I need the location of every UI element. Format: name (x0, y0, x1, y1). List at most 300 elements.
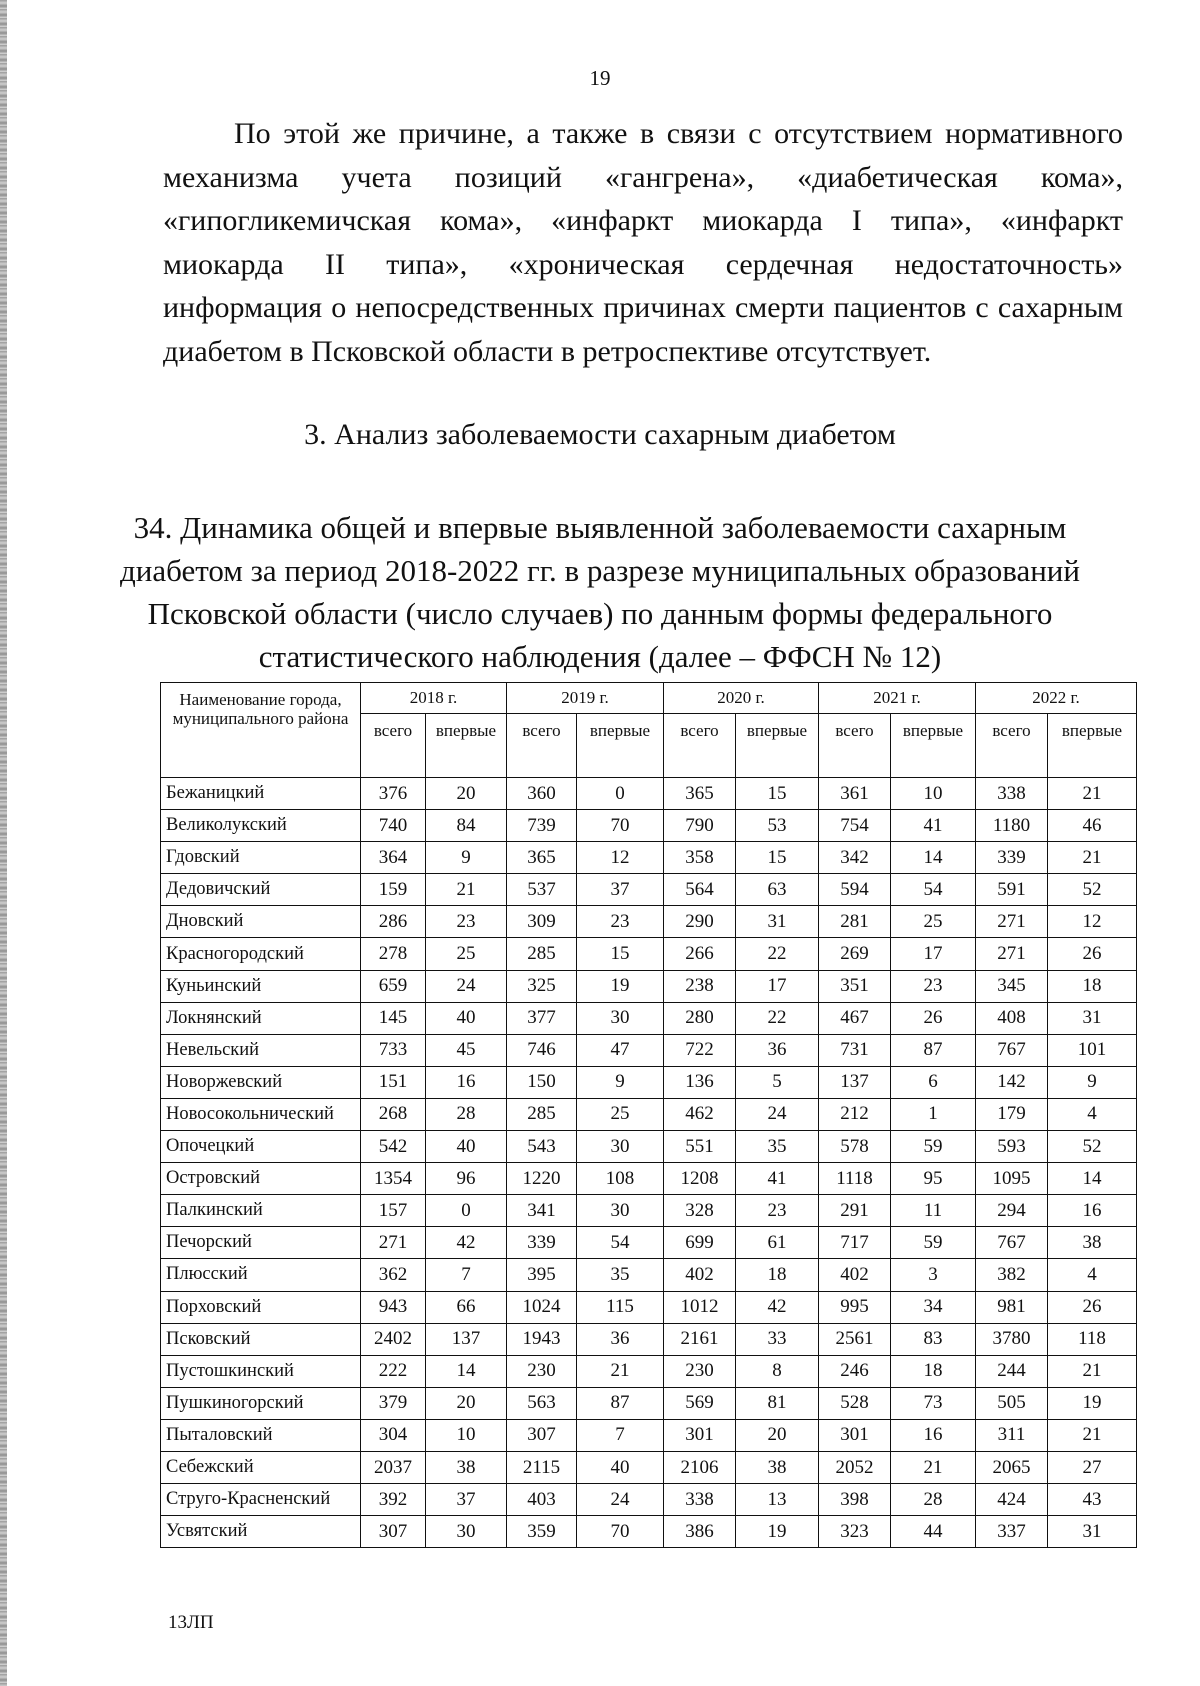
total-cases-cell: 230 (507, 1355, 577, 1387)
total-cases-cell: 1208 (664, 1163, 736, 1195)
new-cases-cell: 54 (577, 1227, 664, 1259)
total-cases-cell: 1220 (507, 1163, 577, 1195)
new-cases-cell: 83 (891, 1323, 976, 1355)
district-name-cell: Псковский (161, 1323, 361, 1355)
total-cases-cell: 271 (361, 1227, 426, 1259)
new-cases-cell: 18 (736, 1259, 819, 1291)
new-cases-cell: 0 (577, 778, 664, 810)
intro-line: «гипогликемичская кома», «инфаркт миокарда I типа», «инфаркт (163, 204, 1123, 237)
district-name-cell: Пушкиногорский (161, 1387, 361, 1419)
total-subheader: всего (819, 714, 891, 778)
total-cases-cell: 145 (361, 1002, 426, 1034)
total-cases-cell: 563 (507, 1387, 577, 1419)
total-cases-cell: 467 (819, 1002, 891, 1034)
new-cases-cell: 54 (891, 874, 976, 906)
new-cases-cell: 1 (891, 1098, 976, 1130)
new-cases-cell: 20 (426, 1387, 507, 1419)
total-cases-cell: 462 (664, 1098, 736, 1130)
total-cases-cell: 281 (819, 906, 891, 938)
total-cases-cell: 328 (664, 1195, 736, 1227)
district-name-cell: Дедовичский (161, 874, 361, 906)
district-name-cell: Великолукский (161, 810, 361, 842)
new-cases-cell: 87 (577, 1387, 664, 1419)
total-cases-cell: 1180 (976, 810, 1048, 842)
year-header: 2022 г. (976, 683, 1137, 714)
new-cases-cell: 16 (891, 1419, 976, 1451)
total-cases-cell: 342 (819, 842, 891, 874)
intro-paragraph (163, 112, 1123, 373)
total-cases-cell: 3780 (976, 1323, 1048, 1355)
new-cases-cell: 30 (426, 1516, 507, 1548)
total-cases-cell: 278 (361, 938, 426, 970)
district-name-cell: Пыталовский (161, 1419, 361, 1451)
new-cases-cell: 31 (1048, 1002, 1137, 1034)
total-cases-cell: 2561 (819, 1323, 891, 1355)
total-subheader: всего (664, 714, 736, 778)
district-name-cell: Бежаницкий (161, 778, 361, 810)
new-cases-cell: 41 (736, 1163, 819, 1195)
total-cases-cell: 2161 (664, 1323, 736, 1355)
table-row (161, 1227, 1137, 1259)
district-name-cell: Струго-Красненский (161, 1484, 361, 1516)
new-cases-cell: 4 (1048, 1259, 1137, 1291)
table-body (161, 778, 1137, 1548)
new-cases-cell: 52 (1048, 1131, 1137, 1163)
total-cases-cell: 995 (819, 1291, 891, 1323)
total-cases-cell: 717 (819, 1227, 891, 1259)
new-cases-cell: 14 (891, 842, 976, 874)
new-cases-cell: 24 (426, 970, 507, 1002)
new-cases-cell: 20 (426, 778, 507, 810)
total-cases-cell: 301 (664, 1419, 736, 1451)
new-cases-cell: 16 (426, 1066, 507, 1098)
new-cases-cell: 15 (577, 938, 664, 970)
new-cases-cell: 23 (736, 1195, 819, 1227)
total-cases-cell: 537 (507, 874, 577, 906)
new-cases-cell: 70 (577, 1516, 664, 1548)
total-cases-cell: 362 (361, 1259, 426, 1291)
new-cases-cell: 101 (1048, 1034, 1137, 1066)
table-row (161, 1387, 1137, 1419)
new-cases-cell: 24 (577, 1484, 664, 1516)
new-cases-cell: 42 (426, 1227, 507, 1259)
table-row (161, 906, 1137, 938)
new-cases-cell: 34 (891, 1291, 976, 1323)
new-cases-cell: 10 (426, 1419, 507, 1451)
total-cases-cell: 339 (507, 1227, 577, 1259)
new-subheader: впервые (736, 714, 819, 778)
total-cases-cell: 238 (664, 970, 736, 1002)
new-cases-cell: 4 (1048, 1098, 1137, 1130)
new-cases-cell: 18 (891, 1355, 976, 1387)
table-row (161, 1516, 1137, 1548)
new-cases-cell: 36 (577, 1323, 664, 1355)
new-cases-cell: 3 (891, 1259, 976, 1291)
new-cases-cell: 26 (891, 1002, 976, 1034)
new-cases-cell: 41 (891, 810, 976, 842)
total-cases-cell: 1943 (507, 1323, 577, 1355)
year-header: 2020 г. (664, 683, 819, 714)
total-cases-cell: 151 (361, 1066, 426, 1098)
total-cases-cell: 358 (664, 842, 736, 874)
total-cases-cell: 1024 (507, 1291, 577, 1323)
footer-code: 13ЛП (168, 1612, 214, 1633)
intro-line: механизма учета позиций «гангрена», «диабетическая кома», (163, 160, 1123, 194)
total-cases-cell: 212 (819, 1098, 891, 1130)
year-header: 2018 г. (361, 683, 507, 714)
total-cases-cell: 365 (664, 778, 736, 810)
new-cases-cell: 70 (577, 810, 664, 842)
district-name-cell: Новосокольнический (161, 1098, 361, 1130)
new-cases-cell: 30 (577, 1195, 664, 1227)
section-heading: 3. Анализ заболеваемости сахарным диабетом (304, 418, 896, 451)
total-subheader: всего (361, 714, 426, 778)
total-cases-cell: 271 (976, 906, 1048, 938)
total-cases-cell: 2065 (976, 1451, 1048, 1483)
total-cases-cell: 578 (819, 1131, 891, 1163)
new-cases-cell: 37 (577, 874, 664, 906)
new-cases-cell: 84 (426, 810, 507, 842)
total-cases-cell: 337 (976, 1516, 1048, 1548)
new-cases-cell: 33 (736, 1323, 819, 1355)
new-cases-cell: 21 (891, 1451, 976, 1483)
district-name-cell: Гдовский (161, 842, 361, 874)
total-cases-cell: 981 (976, 1291, 1048, 1323)
district-name-cell: Себежский (161, 1451, 361, 1483)
total-subheader: всего (507, 714, 577, 778)
intro-line: информация о непосредственных причинах смерти пациентов с сахарным (163, 291, 1123, 324)
new-cases-cell: 42 (736, 1291, 819, 1323)
total-cases-cell: 2106 (664, 1451, 736, 1483)
table-row (161, 1131, 1137, 1163)
total-cases-cell: 286 (361, 906, 426, 938)
total-cases-cell: 246 (819, 1355, 891, 1387)
new-subheader: впервые (577, 714, 664, 778)
new-cases-cell: 23 (577, 906, 664, 938)
new-cases-cell: 21 (1048, 1355, 1137, 1387)
total-cases-cell: 746 (507, 1034, 577, 1066)
new-cases-cell: 61 (736, 1227, 819, 1259)
new-cases-cell: 23 (426, 906, 507, 938)
new-cases-cell: 5 (736, 1066, 819, 1098)
total-cases-cell: 395 (507, 1259, 577, 1291)
new-cases-cell: 38 (736, 1451, 819, 1483)
total-cases-cell: 790 (664, 810, 736, 842)
new-cases-cell: 9 (1048, 1066, 1137, 1098)
total-cases-cell: 341 (507, 1195, 577, 1227)
total-cases-cell: 364 (361, 842, 426, 874)
table-row (161, 1195, 1137, 1227)
table-row (161, 1066, 1137, 1098)
total-cases-cell: 309 (507, 906, 577, 938)
total-cases-cell: 361 (819, 778, 891, 810)
new-cases-cell: 9 (577, 1066, 664, 1098)
total-cases-cell: 767 (976, 1034, 1048, 1066)
table-row (161, 1259, 1137, 1291)
new-cases-cell: 40 (577, 1451, 664, 1483)
total-cases-cell: 290 (664, 906, 736, 938)
total-cases-cell: 659 (361, 970, 426, 1002)
table-caption-line: статистического наблюдения (далее – ФФСН № 12) (258, 639, 942, 674)
total-cases-cell: 754 (819, 810, 891, 842)
new-cases-cell: 31 (736, 906, 819, 938)
new-cases-cell: 21 (1048, 842, 1137, 874)
district-name-cell: Куньинский (161, 970, 361, 1002)
new-cases-cell: 26 (1048, 1291, 1137, 1323)
new-cases-cell: 45 (426, 1034, 507, 1066)
total-cases-cell: 339 (976, 842, 1048, 874)
total-cases-cell: 767 (976, 1227, 1048, 1259)
district-name-cell: Плюсский (161, 1259, 361, 1291)
total-cases-cell: 551 (664, 1131, 736, 1163)
new-cases-cell: 31 (1048, 1516, 1137, 1548)
district-name-cell: Пустошкинский (161, 1355, 361, 1387)
new-cases-cell: 115 (577, 1291, 664, 1323)
total-cases-cell: 593 (976, 1131, 1048, 1163)
new-cases-cell: 26 (1048, 938, 1137, 970)
total-cases-cell: 424 (976, 1484, 1048, 1516)
district-name-cell: Усвятский (161, 1516, 361, 1548)
new-cases-cell: 59 (891, 1131, 976, 1163)
table-row (161, 970, 1137, 1002)
new-cases-cell: 14 (426, 1355, 507, 1387)
district-name-cell: Новоржевский (161, 1066, 361, 1098)
intro-line: По этой же причине, а также в связи с отсутствием нормативного (234, 117, 1123, 150)
total-cases-cell: 222 (361, 1355, 426, 1387)
total-cases-cell: 1118 (819, 1163, 891, 1195)
total-cases-cell: 402 (664, 1259, 736, 1291)
new-cases-cell: 95 (891, 1163, 976, 1195)
new-cases-cell: 21 (1048, 1419, 1137, 1451)
new-cases-cell: 44 (891, 1516, 976, 1548)
table-caption-line: 34. Динамика общей и впервые выявленной заболеваемости сахарным (133, 510, 1067, 545)
district-name-cell: Локнянский (161, 1002, 361, 1034)
total-cases-cell: 137 (819, 1066, 891, 1098)
new-cases-cell: 13 (736, 1484, 819, 1516)
new-cases-cell: 30 (577, 1002, 664, 1034)
total-cases-cell: 699 (664, 1227, 736, 1259)
total-cases-cell: 280 (664, 1002, 736, 1034)
table-row (161, 778, 1137, 810)
district-name-cell: Печорский (161, 1227, 361, 1259)
new-cases-cell: 17 (891, 938, 976, 970)
table-caption-line: Псковской области (число случаев) по данным формы федерального (147, 596, 1053, 631)
total-cases-cell: 740 (361, 810, 426, 842)
new-cases-cell: 11 (891, 1195, 976, 1227)
total-cases-cell: 722 (664, 1034, 736, 1066)
total-cases-cell: 268 (361, 1098, 426, 1130)
new-cases-cell: 96 (426, 1163, 507, 1195)
total-cases-cell: 157 (361, 1195, 426, 1227)
total-cases-cell: 542 (361, 1131, 426, 1163)
table-row (161, 1419, 1137, 1451)
new-cases-cell: 19 (577, 970, 664, 1002)
total-cases-cell: 591 (976, 874, 1048, 906)
new-cases-cell: 6 (891, 1066, 976, 1098)
table-row (161, 1163, 1137, 1195)
new-cases-cell: 17 (736, 970, 819, 1002)
total-cases-cell: 285 (507, 1098, 577, 1130)
new-cases-cell: 66 (426, 1291, 507, 1323)
total-cases-cell: 136 (664, 1066, 736, 1098)
new-cases-cell: 19 (1048, 1387, 1137, 1419)
new-cases-cell: 21 (1048, 778, 1137, 810)
total-cases-cell: 359 (507, 1516, 577, 1548)
district-name-cell: Порховский (161, 1291, 361, 1323)
total-cases-cell: 1354 (361, 1163, 426, 1195)
total-cases-cell: 307 (361, 1516, 426, 1548)
new-cases-cell: 21 (577, 1355, 664, 1387)
table-row (161, 1451, 1137, 1483)
new-cases-cell: 35 (577, 1259, 664, 1291)
new-subheader: впервые (426, 714, 507, 778)
new-cases-cell: 12 (577, 842, 664, 874)
total-cases-cell: 569 (664, 1387, 736, 1419)
total-cases-cell: 1095 (976, 1163, 1048, 1195)
name-column-header: Наименование города, муниципального района (161, 683, 361, 778)
total-cases-cell: 528 (819, 1387, 891, 1419)
total-cases-cell: 307 (507, 1419, 577, 1451)
new-cases-cell: 30 (577, 1131, 664, 1163)
scan-edge (0, 0, 7, 1686)
total-cases-cell: 338 (976, 778, 1048, 810)
district-name-cell: Палкинский (161, 1195, 361, 1227)
total-cases-cell: 392 (361, 1484, 426, 1516)
new-cases-cell: 22 (736, 938, 819, 970)
new-cases-cell: 24 (736, 1098, 819, 1130)
new-cases-cell: 15 (736, 842, 819, 874)
new-cases-cell: 73 (891, 1387, 976, 1419)
new-cases-cell: 22 (736, 1002, 819, 1034)
new-cases-cell: 25 (577, 1098, 664, 1130)
page-number: 19 (589, 66, 611, 90)
new-cases-cell: 18 (1048, 970, 1137, 1002)
total-cases-cell: 291 (819, 1195, 891, 1227)
total-cases-cell: 301 (819, 1419, 891, 1451)
total-cases-cell: 731 (819, 1034, 891, 1066)
total-cases-cell: 2402 (361, 1323, 426, 1355)
new-cases-cell: 19 (736, 1516, 819, 1548)
total-cases-cell: 377 (507, 1002, 577, 1034)
total-cases-cell: 402 (819, 1259, 891, 1291)
total-cases-cell: 733 (361, 1034, 426, 1066)
total-cases-cell: 505 (976, 1387, 1048, 1419)
district-name-cell: Опочецкий (161, 1131, 361, 1163)
total-cases-cell: 244 (976, 1355, 1048, 1387)
total-cases-cell: 360 (507, 778, 577, 810)
new-cases-cell: 43 (1048, 1484, 1137, 1516)
total-cases-cell: 311 (976, 1419, 1048, 1451)
new-cases-cell: 25 (891, 906, 976, 938)
table-row (161, 1355, 1137, 1387)
new-cases-cell: 52 (1048, 874, 1137, 906)
year-header: 2019 г. (507, 683, 664, 714)
new-cases-cell: 28 (426, 1098, 507, 1130)
year-header: 2021 г. (819, 683, 976, 714)
total-cases-cell: 294 (976, 1195, 1048, 1227)
total-cases-cell: 266 (664, 938, 736, 970)
new-cases-cell: 7 (577, 1419, 664, 1451)
total-cases-cell: 179 (976, 1098, 1048, 1130)
total-cases-cell: 1012 (664, 1291, 736, 1323)
new-cases-cell: 37 (426, 1484, 507, 1516)
total-cases-cell: 386 (664, 1516, 736, 1548)
new-cases-cell: 53 (736, 810, 819, 842)
new-cases-cell: 63 (736, 874, 819, 906)
total-cases-cell: 150 (507, 1066, 577, 1098)
total-cases-cell: 594 (819, 874, 891, 906)
table-row (161, 938, 1137, 970)
table-caption (0, 506, 1200, 678)
new-cases-cell: 38 (426, 1451, 507, 1483)
new-cases-cell: 21 (426, 874, 507, 906)
new-cases-cell: 40 (426, 1131, 507, 1163)
new-cases-cell: 59 (891, 1227, 976, 1259)
new-cases-cell: 9 (426, 842, 507, 874)
new-cases-cell: 118 (1048, 1323, 1137, 1355)
total-cases-cell: 325 (507, 970, 577, 1002)
new-cases-cell: 14 (1048, 1163, 1137, 1195)
morbidity-table (160, 682, 1137, 1548)
table-row (161, 1098, 1137, 1130)
new-cases-cell: 40 (426, 1002, 507, 1034)
new-cases-cell: 12 (1048, 906, 1137, 938)
table-row (161, 842, 1137, 874)
total-cases-cell: 365 (507, 842, 577, 874)
table-caption-line: диабетом за период 2018-2022 гг. в разрезе муниципальных образований (119, 553, 1080, 588)
table-row (161, 874, 1137, 906)
new-cases-cell: 20 (736, 1419, 819, 1451)
new-cases-cell: 23 (891, 970, 976, 1002)
total-cases-cell: 564 (664, 874, 736, 906)
new-cases-cell: 0 (426, 1195, 507, 1227)
total-cases-cell: 379 (361, 1387, 426, 1419)
new-cases-cell: 36 (736, 1034, 819, 1066)
new-cases-cell: 87 (891, 1034, 976, 1066)
total-cases-cell: 403 (507, 1484, 577, 1516)
table-row (161, 1002, 1137, 1034)
new-cases-cell: 10 (891, 778, 976, 810)
district-name-cell: Островский (161, 1163, 361, 1195)
total-cases-cell: 739 (507, 810, 577, 842)
total-cases-cell: 345 (976, 970, 1048, 1002)
intro-line: диабетом в Псковской области в ретроспективе отсутствует. (163, 334, 932, 368)
intro-line: миокарда II типа», «хроническая сердечная недостаточность» (163, 247, 1123, 281)
total-cases-cell: 376 (361, 778, 426, 810)
new-cases-cell: 38 (1048, 1227, 1137, 1259)
new-cases-cell: 8 (736, 1355, 819, 1387)
total-cases-cell: 338 (664, 1484, 736, 1516)
total-cases-cell: 285 (507, 938, 577, 970)
new-cases-cell: 7 (426, 1259, 507, 1291)
table-row (161, 1323, 1137, 1355)
table-row (161, 1484, 1137, 1516)
total-cases-cell: 382 (976, 1259, 1048, 1291)
new-cases-cell: 35 (736, 1131, 819, 1163)
new-cases-cell: 46 (1048, 810, 1137, 842)
total-cases-cell: 271 (976, 938, 1048, 970)
new-subheader: впервые (1048, 714, 1137, 778)
new-cases-cell: 137 (426, 1323, 507, 1355)
table-row (161, 810, 1137, 842)
new-cases-cell: 28 (891, 1484, 976, 1516)
table-row (161, 1034, 1137, 1066)
total-cases-cell: 2052 (819, 1451, 891, 1483)
total-cases-cell: 159 (361, 874, 426, 906)
total-cases-cell: 2115 (507, 1451, 577, 1483)
new-cases-cell: 27 (1048, 1451, 1137, 1483)
total-cases-cell: 323 (819, 1516, 891, 1548)
